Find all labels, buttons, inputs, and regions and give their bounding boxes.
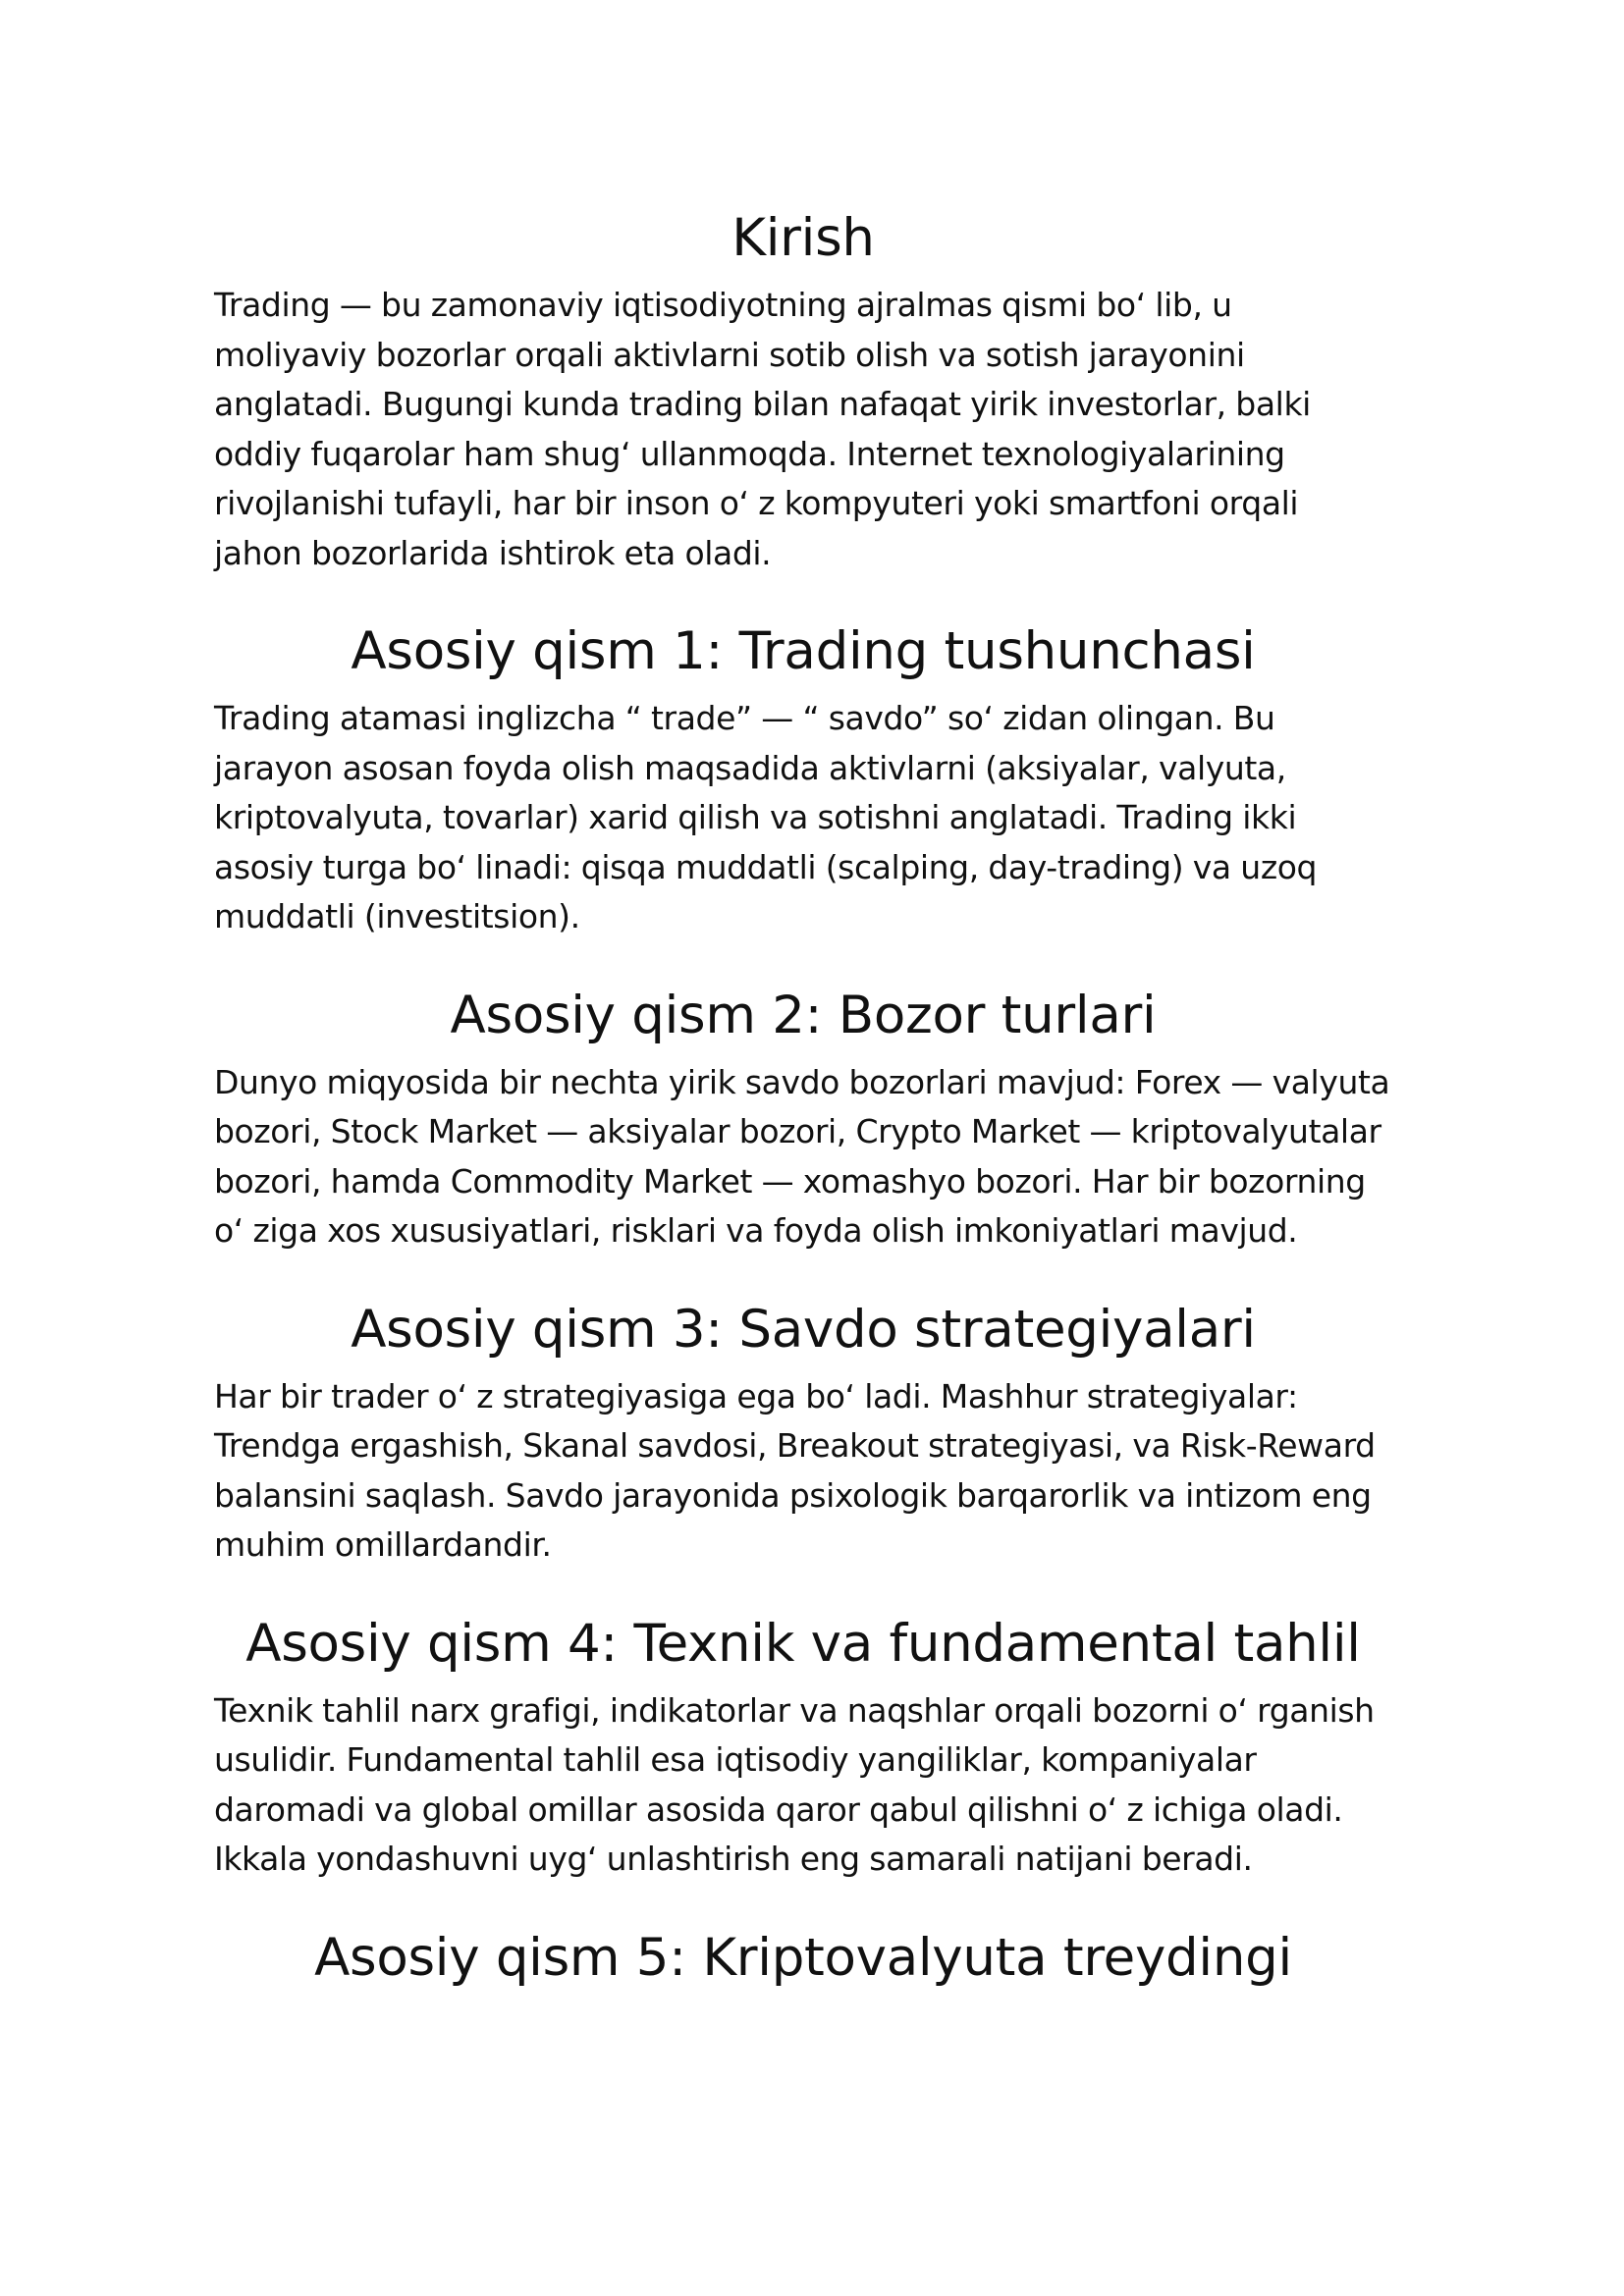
section-kriptovalyuta-treydingi <box>214 1924 1392 1993</box>
section-heading: Asosiy qism 4: Texnik va fundamental tahlil <box>245 1613 1361 1674</box>
section-heading: Kirish <box>731 208 875 268</box>
section-paragraph: Texnik tahlil narx grafigi, indikatorlar va naqshlar orqali bozorni o‘ rganish usulidir. Fundamental tahlil esa iqtisodiy yangiliklar, kompaniyalar daromadi va global omillar asosida qaror qabul qilishni o‘ z ichiga oladi. Ikkala yondashuvni uyg‘ unlashtirish eng samarali natijani beradi. <box>214 1690 1375 1878</box>
section-bozor-turlari <box>214 982 1392 1256</box>
section-heading: Asosiy qism 1: Trading tushunchasi <box>351 621 1256 681</box>
section-paragraph: Dunyo miqyosida bir nechta yirik savdo bozorlari mavjud: Forex — valyuta bozori, Stock Market — aksiyalar bozori, Crypto Market — kriptovalyutalar bozori, hamda Commodity Market — xomashyo bozori. Har bir bozorning o‘ ziga xos xususiyatlari, risklari va foyda olish imkoniyatlari mavjud. <box>214 1062 1390 1250</box>
section-trading-tushunchasi <box>214 617 1392 942</box>
section-paragraph: Trading — bu zamonaviy iqtisodiyotning ajralmas qismi bo‘ lib, u moliyaviy bozorlar orqali aktivlarni sotib olish va sotish jarayonini anglatadi. Bugungi kunda trading bilan nafaqat yirik investorlar, balki oddiy fuqarolar ham shug‘ ullanmoqda. Internet texnologiyalarining rivojlanishi tufayli, har bir inson o‘ z kompyuteri yoki smartfoni orqali jahon bozorlarida ishtirok eta oladi. <box>214 286 1311 572</box>
section-paragraph: Har bir trader o‘ z strategiyasiga ega bo‘ ladi. Mashhur strategiyalar: Trendga ergashish, Skanal savdosi, Breakout strategiyasi, va Risk-Reward balansini saqlash. Savdo jarayonida psixologik barqarorlik va intizom eng muhim omillardandir. <box>214 1376 1376 1564</box>
section-heading: Asosiy qism 2: Bozor turlari <box>450 985 1157 1045</box>
section-kirish <box>214 204 1392 578</box>
section-heading: Asosiy qism 5: Kriptovalyuta treydingi <box>314 1927 1292 1988</box>
document-content <box>214 204 1392 2001</box>
section-texnik-fundamental-tahlil <box>214 1610 1392 1885</box>
section-savdo-strategiyalari <box>214 1296 1392 1571</box>
section-heading: Asosiy qism 3: Savdo strategiyalari <box>351 1299 1256 1360</box>
section-paragraph: Trading atamasi inglizcha “ trade” — “ savdo” so‘ zidan olingan. Bu jarayon asosan foyda olish maqsadida aktivlarni (aksiyalar, valyuta, kriptovalyuta, tovarlar) xarid qilish va sotishni anglatadi. Trading ikki asosiy turga bo‘ linadi: qisqa muddatli (scalping, day-trading) va uzoq muddatli (investitsion). <box>214 699 1318 935</box>
